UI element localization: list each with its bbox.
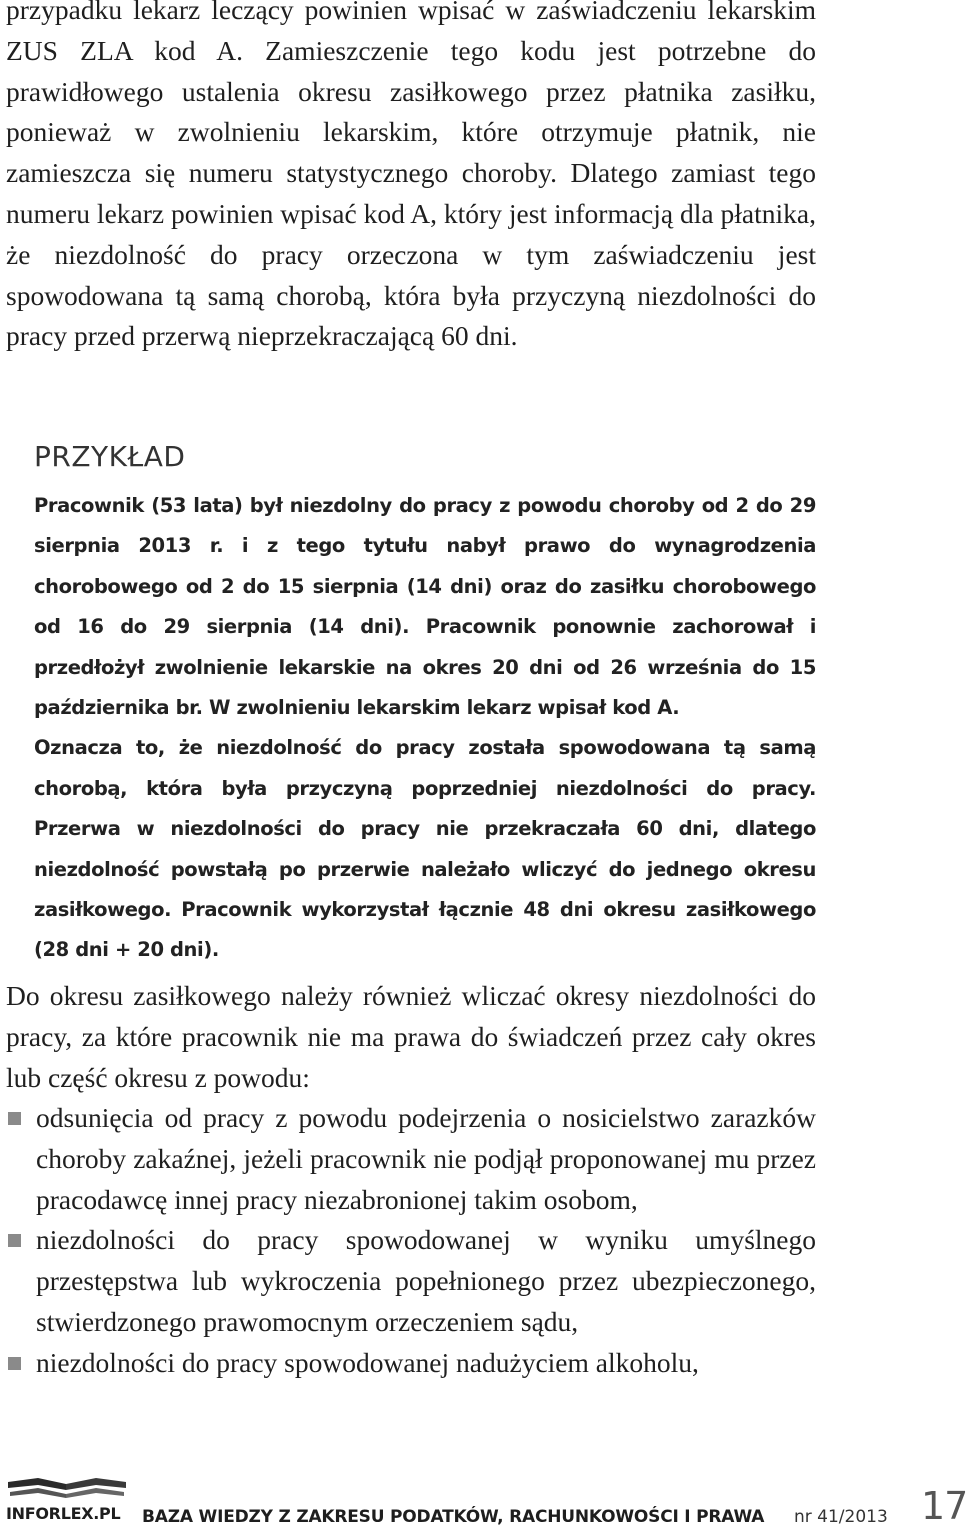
footer-title: BAZA WIEDZY Z ZAKRESU PODATKÓW, RACHUNKOWOŚCI I PRAWA bbox=[142, 1507, 765, 1527]
square-bullet-icon bbox=[8, 1112, 21, 1125]
logo-text: INFORLEX.PL bbox=[6, 1504, 121, 1523]
bullet-list bbox=[6, 1098, 816, 1384]
bullet-text: niezdolności do pracy spowodowanej nadużyciem alkoholu, bbox=[36, 1346, 699, 1378]
logo-book-icon bbox=[6, 1474, 130, 1504]
bullet-text: odsunięcia od pracy z powodu podejrzenia o nosicielstwo zarazków choroby zakaźnej, jeżeli pracownik nie podjął proponowanej mu przez pracodawcę innej pracy niezabronionej takim osobom, bbox=[36, 1102, 816, 1215]
inforlex-logo bbox=[6, 1474, 130, 1524]
example-text-1: Pracownik (53 lata) był niezdolny do pracy z powodu choroby od 2 do 29 sierpnia 2013 r. i z tego tytułu nabył prawo do wynagrodzenia chorobowego od 2 do 15 sierpnia (14 dni) oraz do zasiłku chorobowego od 16 do 29 sierpnia (14 dni). Pracownik ponownie zachorował i przedłożył zwolnienie lekarskie na okres 20 dni od 26 września do 15 października br. W zwolnieniu lekarskim lekarz wpisał kod A. bbox=[34, 494, 816, 720]
body-paragraph-bottom: Do okresu zasiłkowego należy również wliczać okresy niezdolności do pracy, za które pracownik nie ma prawa do świadczeń przez cały okres lub część okresu z powodu: bbox=[6, 980, 816, 1093]
example-box bbox=[34, 486, 816, 971]
bullet-item bbox=[6, 1220, 816, 1342]
body-paragraph-top: przypadku lekarz leczący powinien wpisać w zaświadczeniu lekarskim ZUS ZLA kod A. Zamieszczenie tego kodu jest potrzebne do prawidłowego ustalenia okresu zasiłkowego przez płatnika zasiłku, ponieważ w zwolnieniu lekarskim, które otrzymuje płatnik, nie zamieszcza się numeru statystycznego choroby. Dlatego zamiast tego numeru lekarz powinien wpisać kod A, który jest informacją dla płatnika, że niezdolność do pracy orzeczona w tym zaświadczeniu jest spowodowana tą samą chorobą, która była przyczyną niezdolności do pracy przed przerwą nieprzekraczającą 60 dni. bbox=[6, 0, 816, 352]
bullet-item bbox=[6, 1098, 816, 1220]
page-number: 17 bbox=[921, 1484, 967, 1528]
page-footer bbox=[0, 1468, 967, 1533]
example-text-2: Oznacza to, że niezdolność do pracy została spowodowana tą samą chorobą, która była przyczyną poprzedniej niezdolności do pracy. Przerwa w niezdolności do pracy nie przekraczała 60 dni, dlatego niezdolność powstałą po przerwie należało wliczyć do jednego okresu zasiłkowego. Pracownik wykorzystał łącznie 48 dni okresu zasiłkowego (28 dni + 20 dni). bbox=[34, 736, 816, 962]
square-bullet-icon bbox=[8, 1357, 21, 1370]
bullet-item bbox=[6, 1343, 816, 1384]
square-bullet-icon bbox=[8, 1234, 21, 1247]
bullet-text: niezdolności do pracy spowodowanej w wyniku umyślnego przestępstwa lub wykroczenia popełnionego przez ubezpieczonego, stwierdzonego prawomocnym orzeczeniem sądu, bbox=[36, 1224, 816, 1337]
issue-number: nr 41/2013 bbox=[794, 1507, 888, 1527]
example-heading: PRZYKŁAD bbox=[34, 440, 186, 473]
